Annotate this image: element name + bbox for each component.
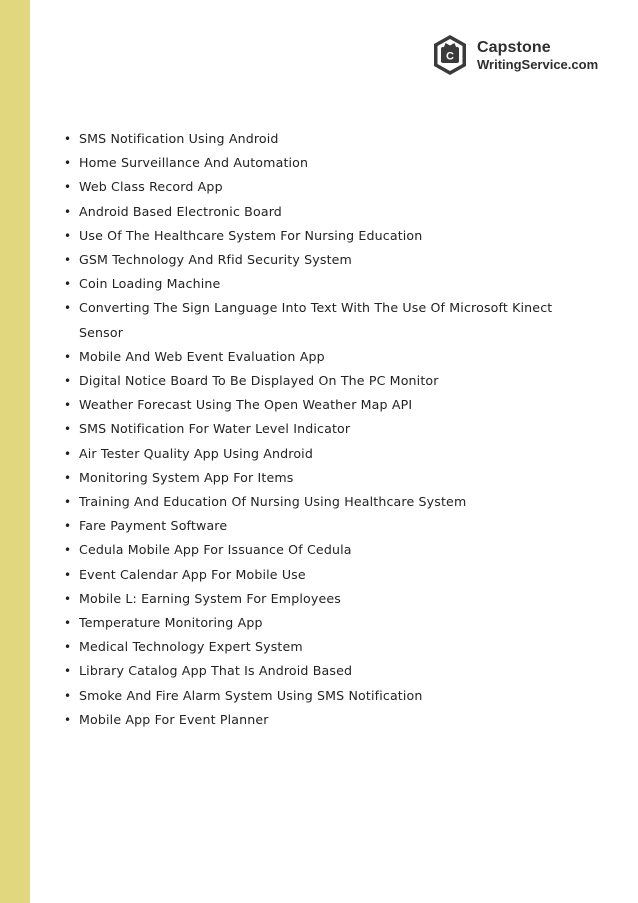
list-item-text: Web Class Record App [79,179,223,195]
list-item-text: Medical Technology Expert System [79,639,303,655]
list-item-text: Android Based Electronic Board [79,203,282,219]
list-item-text: Air Tester Quality App Using Android [79,445,313,461]
bullet-icon: • [64,495,72,510]
list-item-text: GSM Technology And Rfid Security System [79,252,352,268]
list-item [62,635,582,659]
list-item-text: SMS Notification Using Android [79,131,279,146]
list-item [62,248,582,272]
list-item [62,393,582,417]
list-item [62,417,582,441]
list-item-text: Use Of The Healthcare System For Nursing Education [79,227,423,243]
bullet-icon: • [64,688,72,703]
list-item [62,514,582,538]
bullet-icon: • [64,712,72,727]
list-item-text: Fare Payment Software [79,518,228,534]
list-item [62,224,582,248]
bullet-icon: • [64,470,72,485]
logo-subtitle: WritingService.com [477,56,599,72]
list-item-text: SMS Notification For Water Level Indicator [79,421,351,437]
list-item-text: Home Surveillance And Automation [79,155,309,171]
list-item [62,151,582,175]
bullet-icon: • [64,204,72,219]
list-item [62,200,582,224]
list-item [62,127,582,151]
bullet-icon: • [64,543,72,558]
list-item [62,684,582,708]
bullet-icon: • [64,640,72,655]
list-item [62,175,582,199]
list-item [62,708,582,732]
logo-title: Capstone [477,38,551,56]
list-item-text: Mobile And Web Event Evaluation App [79,348,325,364]
list-item-text: Weather Forecast Using The Open Weather Map API [79,397,413,413]
bullet-icon: • [64,180,72,195]
bullet-icon: • [64,664,72,679]
bullet-icon: • [64,349,72,364]
bullet-icon: • [64,253,72,268]
bullet-icon: • [64,277,72,292]
list-item [62,538,582,562]
list-item-text: Cedula Mobile App For Issuance Of Cedula [79,542,352,558]
bullet-icon: • [64,301,72,316]
list-item-text: Mobile L: Earning System For Employees [79,590,341,606]
topic-list [62,127,582,732]
list-item-text: Smoke And Fire Alarm System Using SMS Notification [79,687,423,703]
bullet-icon: • [64,132,72,146]
list-item [62,563,582,587]
crest-logo-icon [432,34,468,76]
bullet-icon: • [64,398,72,413]
bullet-icon: • [64,156,72,171]
list-item [62,296,582,344]
list-item [62,442,582,466]
list-item [62,272,582,296]
logo-wordmark [477,39,598,72]
brand-logo [432,34,598,76]
bullet-icon: • [64,374,72,389]
list-item-text: Mobile App For Event Planner [79,711,269,727]
list-item-text: Coin Loading Machine [79,276,221,292]
bullet-icon: • [64,519,72,534]
list-item-text: Monitoring System App For Items [79,469,294,485]
list-item-text: Library Catalog App That Is Android Based [79,663,353,679]
bullet-icon: • [64,616,72,631]
list-item-text: Converting The Sign Language Into Text With The Use Of Microsoft Kinect Sensor [79,300,553,340]
list-item [62,345,582,369]
bullet-icon: • [64,422,72,437]
list-item-text: Digital Notice Board To Be Displayed On The PC Monitor [79,373,439,389]
list-item [62,369,582,393]
list-item [62,466,582,490]
bullet-icon: • [64,446,72,461]
left-accent-bar [0,0,30,903]
bullet-icon: • [64,591,72,606]
list-item [62,611,582,635]
list-item [62,490,582,514]
bullet-icon: • [64,567,72,582]
crest-letter: C [446,50,454,63]
list-item-text: Event Calendar App For Mobile Use [79,566,306,582]
list-item [62,659,582,683]
list-item-text: Temperature Monitoring App [79,615,263,631]
bullet-icon: • [64,228,72,243]
list-item [62,587,582,611]
list-item-text: Training And Education Of Nursing Using Healthcare System [79,494,467,510]
